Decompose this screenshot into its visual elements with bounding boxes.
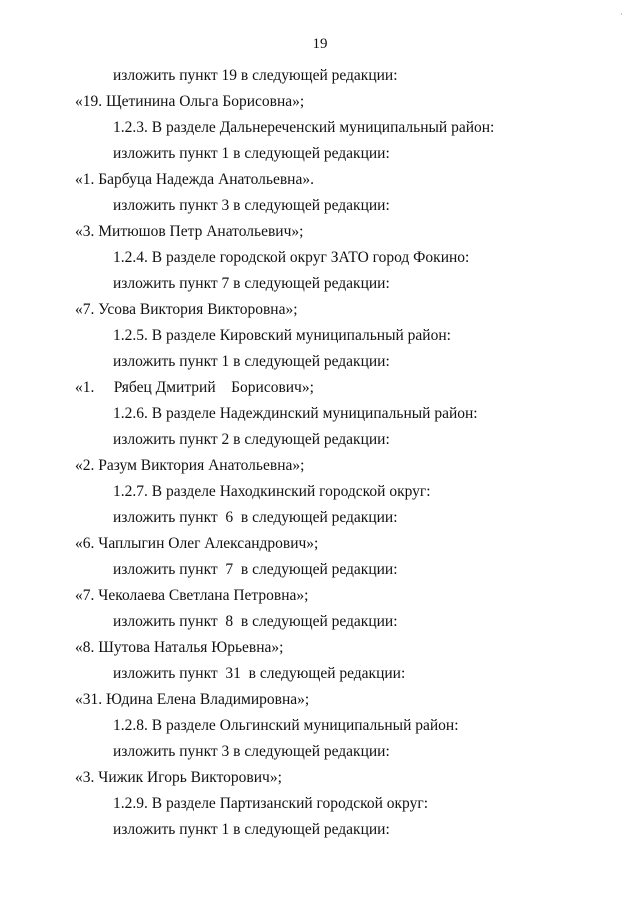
text-line: изложить пункт 2 в следующей редакции: <box>113 431 390 448</box>
page-number: 19 <box>312 36 328 52</box>
text-line: 1.2.3. В разделе Дальнереченский муниципальный район: <box>113 119 495 136</box>
text-line: изложить пункт 8 в следующей редакции: <box>113 613 398 630</box>
text-line: 1.2.7. В разделе Находкинский городской округ: <box>113 483 431 500</box>
text-line: изложить пункт 1 в следующей редакции: <box>113 353 390 370</box>
text-line: «31. Юдина Елена Владимировна»; <box>75 691 310 708</box>
text-line: изложить пункт 19 в следующей редакции: <box>113 67 398 84</box>
text-line: «3. Чижик Игорь Викторович»; <box>75 769 282 786</box>
text-line: «19. Щетинина Ольга Борисовна»; <box>75 93 305 110</box>
text-line: «8. Шутова Наталья Юрьевна»; <box>75 639 284 656</box>
text-line: «3. Митюшов Петр Анатольевич»; <box>75 223 304 240</box>
text-line: изложить пункт 31 в следующей редакции: <box>113 665 406 682</box>
text-line: «2. Разум Виктория Анатольевна»; <box>75 457 305 474</box>
text-line: «1. Рябец Дмитрий Борисович»; <box>75 379 314 396</box>
text-line: 1.2.4. В разделе городской округ ЗАТО город Фокино: <box>113 249 470 266</box>
text-line: «7. Чеколаева Светлана Петровна»; <box>75 587 309 604</box>
text-line: изложить пункт 1 в следующей редакции: <box>113 145 390 162</box>
text-line: 1.2.6. В разделе Надеждинский муниципальный район: <box>113 405 478 422</box>
text-line: 1.2.5. В разделе Кировский муниципальный район: <box>113 327 451 344</box>
text-line: изложить пункт 3 в следующей редакции: <box>113 743 390 760</box>
text-line: изложить пункт 1 в следующей редакции: <box>113 821 390 838</box>
text-line: 1.2.8. В разделе Ольгинский муниципальный район: <box>113 717 459 734</box>
text-line: «1. Барбуца Надежда Анатольевна». <box>75 171 314 188</box>
text-line: изложить пункт 7 в следующей редакции: <box>113 561 398 578</box>
text-line: «6. Чаплыгин Олег Александрович»; <box>75 535 319 552</box>
text-line: «7. Усова Виктория Викторовна»; <box>75 301 298 318</box>
text-line: изложить пункт 7 в следующей редакции: <box>113 275 390 292</box>
text-line: изложить пункт 6 в следующей редакции: <box>113 509 398 526</box>
text-line: 1.2.9. В разделе Партизанский городской округ: <box>113 795 428 812</box>
text-line: изложить пункт 3 в следующей редакции: <box>113 197 390 214</box>
corner-mark: · <box>620 10 623 19</box>
